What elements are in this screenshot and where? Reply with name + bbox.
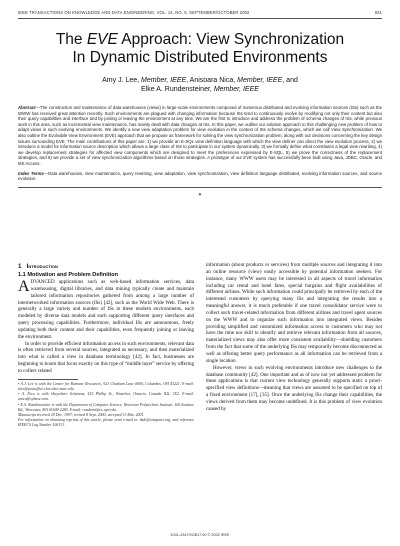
title-emphasis: EVE — [86, 31, 118, 48]
journal-header: IEEE TRANSACTIONS ON KNOWLEDGE AND DATA ENGINEERING, VOL. 14, NO. 5, SEPTEMBER/OCTOBER 2002 — [18, 10, 250, 15]
right-column — [206, 262, 382, 429]
section-title: Introduction — [26, 263, 58, 270]
subsection-heading: 1.1 Motivation and Problem Definition — [18, 272, 119, 278]
abstract-text: —The construction and maintenance of data warehouses (views) in large-scale environments composed of numerous distributed and evolving information sources (ISs) such as the WWW has received great attention recently. Such environments are plagued with changing information because ISs tend to continuously evolve by modifying not only their content but also their query capabilities and interface and by joining or leaving the environment at any time. We are the first to introduce and address the problem of schema changes of ISs, while previous work in this area, such as incremental view maintenance, has mainly dealt with data changes at ISs. In this paper, we outline our solution approach to this challenging new problem of how to adapt views in such evolving environments. We identify a new view adaptation problem for view evolution in the context of ISs schema changes, which we call — [18, 105, 382, 133]
footnote — [18, 418, 194, 428]
separator-glyph: ✦ — [197, 192, 203, 198]
abstract-emphasis: EVE — [243, 155, 252, 161]
section-number: 1 — [18, 263, 22, 270]
abstract-label: Abstract — [18, 105, 36, 110]
index-terms-label: Index Terms — [18, 170, 44, 176]
author-name: Elke A. Rundensteiner, — [141, 86, 214, 93]
index-terms — [18, 171, 382, 182]
abstract-rule — [18, 187, 382, 188]
footnote-text: A.J. Lee is with the Center for Humane Resources, 921 Chatham Lane #000, Columbus, OH 43221. E-mail: alee@postoffice.chri.ohio-state.edu. — [18, 381, 194, 392]
body-columns — [18, 262, 382, 429]
author-affiliation: Member, IEEE — [213, 86, 259, 93]
section-heading — [18, 262, 194, 271]
title-part: Approach: View Synchronization — [117, 31, 345, 48]
paragraph: However, views in such evolving environments introduce new challenges to the database community [42]. One important and as of now not yet addressed problem for these applications is that current view technology generally supports static a priori-specified view definitions—meaning that views are assumed to be specified on top of a fixed environment [17], [35]. Once the underlying ISs change their capabilities, the views derived from them may become undefined. It is this problem of view evolution caused by — [206, 364, 382, 412]
author-affiliation: Member, IEEE — [237, 77, 283, 84]
header-rule — [18, 18, 382, 19]
author-list — [18, 76, 382, 94]
paragraph: information (about products or services) from multiple sources and integrating it into an online resource (view) easily accessible by potential information seekers. For instance, many WWW users may be interested in all aspects of travel information including car rental and hotel fares, special bargains and flight availabilities of different airlines. While such information could principally be retrieved by each of the interested customers by querying many ISs and integrating the results into a meaningful answer, it is much preferable if one travel consolidator service were to collect such travel-related information from different airlines and travel agent sources on the WWW and to organize such information into integrated views. Besides providing simplified and customized information access to customers who may not have the time nor skill to identify and retrieve relevant information from all sources, materialized views may also offer more consistent availability—shielding customers from the fact that some of the underlying ISs may temporarily become disconnected as well as offering better query performance as all information can be retrieved from a single location. — [206, 262, 382, 364]
title-line-2: In Dynamic Distributed Environments — [72, 49, 328, 66]
author-name: Amy J. Lee, — [102, 77, 142, 84]
footnote-bullet: • — [18, 381, 21, 386]
author-name: , Anisoara Nica, — [186, 77, 238, 84]
abstract-text: . We also outline the Evolvable View Environment (EVE) approach that we propose as framework for solving the view synchronization problem, along with our decisions concerning the key design issues surrounding EVE. The main contributions of this paper are: 1) we provide an E-SQL view definition language with which the view definer can direct the view evolution process, 2) we introduce a model for information source description which allows a large class of ISs to participate in our system dynamically, 3) we formally define what constitutes a legal view rewriting, 4) we develop replacement strategies for affected view components which are designed to meet the preferences expressed by E-SQL, 5) we prove the correctness of the replacement strategies, and 6) we provide a set of view synchronization algorithms based on those strategies. A prototype of our — [18, 127, 383, 161]
author-conjunction: , and — [282, 77, 298, 84]
paper-page — [18, 10, 382, 198]
footnote-text: • E.A. Rundensteiner is with the Department of Computer Science, Worcester Polytechnic Institute, 100 Institute Rd., Worcester, MA 01609-2280. E-mail: rundenst@cs.wpi.edu. — [18, 402, 194, 412]
paragraph: In order to provide efficient information access in such environments, relevant data is often retrieved from several sources, integrated as necessary, and then materialized into what is called a view in database terminology [42]. In fact, businesses are beginning to boom that focus exactly on this type of “middle layer” service by offering to collect related — [18, 340, 194, 374]
abstract-emphasis: View Synchronization — [331, 127, 373, 133]
abstract-text: system has successfully been built using Java, JDBC, Oracle, and MS Access. — [18, 155, 382, 166]
footnote-text: • A. Nica is with iAnywhere Solutions, 415 Phillip St., Waterloo, Ontario, Canada N2L 3X2. E-mail: anica@sybase.com. — [18, 392, 194, 402]
copyright-footer: 1041-4347/02/$17.00 © 2002 IEEE — [170, 533, 230, 537]
footnote-text: Manuscript received 29 Dec. 1997; revised 8 Sept. 2000; accepted 13 Mar. 2001. — [18, 413, 145, 418]
abstract — [18, 105, 382, 167]
left-column — [18, 262, 194, 429]
paragraph — [18, 279, 194, 341]
paper-title — [18, 31, 382, 67]
footnote-rule — [18, 379, 78, 380]
paragraph-text: DVANCED applications such as web-based information services, data warehousing, digital libraries, and data mining typically create and maintain tailored information repositories gathered from among a large number of internetworked information sources (ISs) [42], such as the World Wide Web. There is generally a large variety and number of ISs in these modern environments, each modeled by diverse data models and each supporting different query interfaces and query processing capabilities. Furthermore, individual ISs are autonomous, freely updating both their content and their capabilities, even frequently joining or leaving the environment. — [18, 279, 194, 340]
drop-cap: A — [18, 278, 30, 295]
footnote — [18, 403, 194, 413]
footnote-text: For information on obtaining reprints of this article, please send e-mail to: tkde@computer.org, and reference IEEECS Log Number 106131. — [18, 418, 194, 428]
footnote — [18, 392, 194, 402]
running-header — [18, 10, 382, 15]
footnote — [18, 382, 194, 392]
index-terms-text: —Data warehouses, view maintenance, query rewriting, view adaptation, view synchronization, view definition language distributed, evolving information sources, and source evolution. — [18, 170, 383, 182]
author-affiliation: Member, IEEE — [141, 77, 187, 84]
title-part: The — [55, 31, 87, 48]
page-number: 931 — [374, 10, 382, 15]
